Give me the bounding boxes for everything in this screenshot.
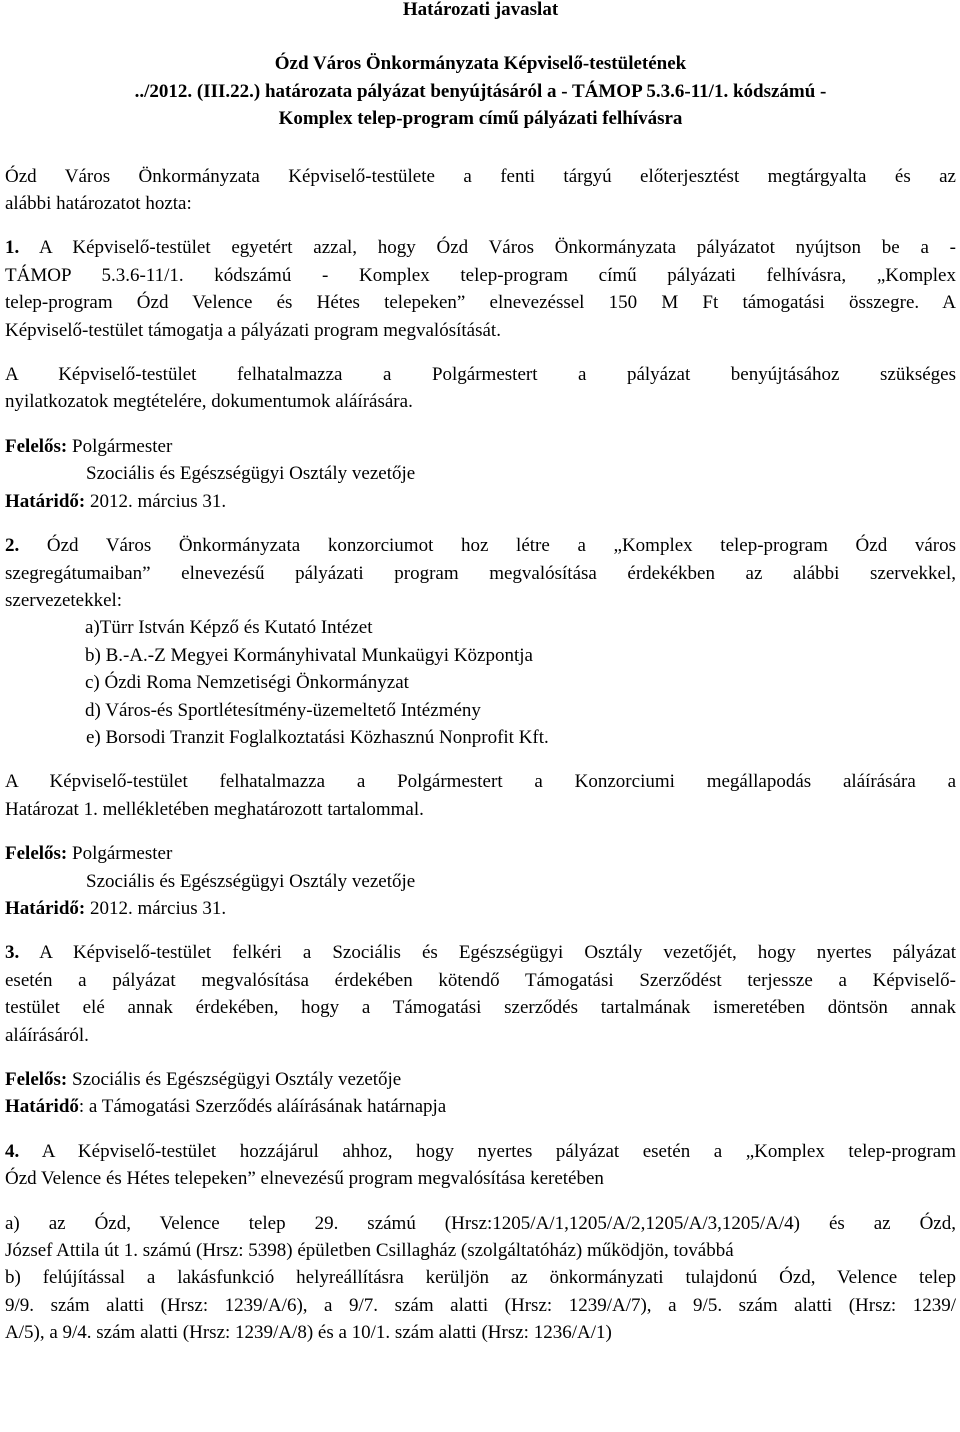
intro-paragraph <box>5 163 956 218</box>
authorization-line: nyilatkozatok megtételére, dokumentumok aláírására. <box>5 391 413 413</box>
deadline-line <box>5 488 956 515</box>
deadline-value: : a Támogatási Szerződés aláírásának határnapja <box>78 1096 447 1118</box>
section-2-text: Ózd Város Önkormányzata konzorciumot hoz létre a „Komplex telep-program Ózd város <box>19 535 956 557</box>
responsible-line <box>5 433 956 460</box>
section-3-responsible <box>5 1066 956 1121</box>
document-title: Határozati javaslat <box>402 0 559 20</box>
section-4 <box>5 1138 956 1193</box>
intro-line: Ózd Város Önkormányzata Képviselő-testülete a fenti tárgyú előterjesztést megtárgyalta és az <box>5 165 956 187</box>
section-1-authorization <box>5 361 956 416</box>
section-4-item-a-line: József Attila út 1. számú (Hrsz: 5398) épületben Csillagház (szolgáltatóház) működjön, továbbá <box>5 1240 734 1262</box>
authorization-line: A Képviselő-testület felhatalmazza a Polgármestert a pályázat benyújtásához szükséges <box>5 364 956 386</box>
deadline-line <box>5 1093 956 1120</box>
section-1-line <box>5 234 956 261</box>
section-2-number: 2. <box>5 535 20 557</box>
section-3-text: A Képviselő-testület felkéri a Szociális és Egészségügyi Osztály vezetőjét, hogy nyertes pályázat <box>19 942 956 964</box>
consortium-member: b) B.-A.-Z Megyei Kormányhivatal Munkaügyi Központja <box>85 644 533 666</box>
section-4-number: 4. <box>5 1140 20 1162</box>
responsible-label: Felelős: <box>5 1069 68 1090</box>
section-4-item-a-line: a) az Ózd, Velence telep 29. számú (Hrsz:1205/A/1,1205/A/2,1205/A/3,1205/A/4) és az Ózd, <box>5 1212 956 1234</box>
responsible-line <box>5 1066 956 1093</box>
section-4-line <box>5 1138 956 1165</box>
section-4-line: Ózd Velence és Hétes telepeken” elnevezésű program megvalósítása keretében <box>5 1168 604 1190</box>
responsible-value: Szociális és Egészségügyi Osztály vezetője <box>67 1069 402 1090</box>
responsible-value-2: Szociális és Egészségügyi Osztály vezetője <box>86 870 416 892</box>
section-3-number: 3. <box>5 942 20 964</box>
deadline-label: Határidő <box>5 1096 79 1118</box>
resolution-heading-line-3: Komplex telep-program című pályázati felhívásra <box>278 108 683 130</box>
authorization-line: A Képviselő-testület felhatalmazza a Polgármestert a Konzorciumi megállapodás aláírására a <box>5 771 956 793</box>
section-4-item-b-line: b) felújítással a lakásfunkció helyreállításra kerüljön az önkormányzati tulajdonú Ózd, Velence telep <box>5 1267 956 1289</box>
resolution-heading-line-2: ../2012. (III.22.) határozata pályázat benyújtásáról a - TÁMOP 5.3.6-11/1. kódszámú - <box>134 80 827 102</box>
deadline-label: Határidő: <box>5 897 86 919</box>
deadline-line <box>5 895 956 922</box>
responsible-value: Polgármester <box>67 843 173 865</box>
section-1 <box>5 234 956 344</box>
deadline-value: 2012. március 31. <box>85 490 227 512</box>
responsible-value: Polgármester <box>67 435 173 457</box>
section-4-text: A Képviselő-testület hozzájárul ahhoz, hogy nyertes pályázat esetén a „Komplex telep-program <box>19 1140 956 1162</box>
section-4-item-b-line: A/5), a 9/4. szám alatti (Hrsz: 1239/A/8) és a 10/1. szám alatti (Hrsz: 1236/A/1) <box>5 1322 612 1344</box>
responsible-line <box>5 840 956 867</box>
responsible-value-2: Szociális és Egészségügyi Osztály vezetője <box>86 463 416 485</box>
section-4-items <box>5 1210 956 1347</box>
authorization-line: Határozat 1. mellékletében meghatározott tartalommal. <box>5 798 424 820</box>
consortium-member: a)Türr István Képző és Kutató Intézet <box>85 617 373 639</box>
deadline-label: Határidő: <box>5 490 86 512</box>
section-3-line: esetén a pályázat megvalósítása érdekében kötendő Támogatási Szerződést terjessze a Képviselő- <box>5 969 956 991</box>
section-4-item-b-line: 9/9. szám alatti (Hrsz: 1239/A/6), a 9/7. szám alatti (Hrsz: 1239/A/7), a 9/5. szám alatti (Hrsz: 1239/ <box>5 1294 956 1316</box>
deadline-value: 2012. március 31. <box>85 897 227 919</box>
section-3-line <box>5 939 956 966</box>
section-2-authorization <box>5 768 956 823</box>
section-1-number: 1. <box>5 237 20 259</box>
section-2 <box>5 532 956 751</box>
intro-line: alábbi határozatot hozta: <box>5 193 192 215</box>
section-1-line: Képviselő-testület támogatja a pályázati program megvalósítását. <box>5 319 501 341</box>
consortium-member: e) Borsodi Tranzit Foglalkoztatási Közhasznú Nonprofit Kft. <box>86 726 549 748</box>
section-2-line: szervezetekkel: <box>5 589 123 611</box>
section-3-line: aláírásáról. <box>5 1024 89 1046</box>
consortium-member: d) Város-és Sportlétesítmény-üzemeltető Intézmény <box>85 699 481 721</box>
section-1-text: A Képviselő-testület egyetért azzal, hogy Ózd Város Önkormányzata pályázatot nyújtson be a - <box>19 237 956 259</box>
section-1-responsible <box>5 433 956 515</box>
section-2-line <box>5 532 956 559</box>
section-2-line: szegregátumaiban” elnevezésű pályázati program megvalósítása érdekékben az alábbi szervekkel, <box>5 562 956 584</box>
section-1-line: telep-program Ózd Velence és Hétes telepeken” elnevezéssel 150 M Ft támogatási összegre. A <box>5 292 956 314</box>
section-3-line: testület elé annak érdekében, hogy a Támogatási szerződés tartalmának ismeretében döntsön annak <box>5 997 956 1019</box>
section-2-responsible <box>5 840 956 922</box>
resolution-heading-line-1: Ózd Város Önkormányzata Képviselő-testületének <box>274 53 687 75</box>
consortium-member: c) Ózdi Roma Nemzetiségi Önkormányzat <box>85 672 409 694</box>
responsible-label: Felelős: <box>5 435 68 457</box>
responsible-label: Felelős: <box>5 843 68 865</box>
section-1-line: TÁMOP 5.3.6-11/1. kódszámú - Komplex telep-program című pályázati felhívásra, „Komplex <box>5 264 956 286</box>
section-3 <box>5 939 956 1049</box>
